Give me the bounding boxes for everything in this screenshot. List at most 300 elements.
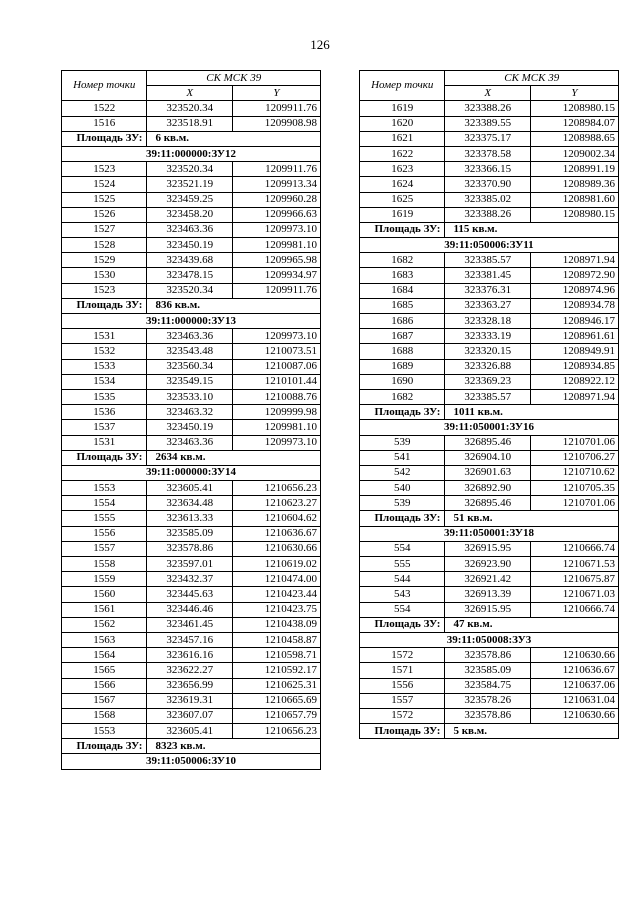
coord-y: 1208991.19	[530, 162, 618, 177]
table-row	[360, 572, 619, 587]
point-number: 1625	[360, 192, 445, 207]
coord-x: 323634.48	[147, 496, 232, 511]
table-row	[62, 101, 321, 116]
area-label: Площадь ЗУ:	[360, 222, 445, 237]
coord-x: 326923.90	[445, 557, 530, 572]
coord-y: 1208980.15	[530, 207, 618, 222]
coord-y: 1210656.23	[232, 481, 320, 496]
table-row	[360, 693, 619, 708]
empty-cell	[530, 617, 618, 632]
area-label: Площадь ЗУ:	[360, 511, 445, 526]
coord-y: 1208922.12	[530, 374, 618, 389]
coord-x: 326892.90	[445, 481, 530, 496]
empty-cell	[530, 511, 618, 526]
coord-x: 323619.31	[147, 693, 232, 708]
point-number: 1686	[360, 314, 445, 329]
coord-y: 1210701.06	[530, 496, 618, 511]
coord-x: 323549.15	[147, 374, 232, 389]
table-row	[360, 131, 619, 146]
header-point-number: Номер точки	[360, 71, 445, 101]
table-row	[62, 541, 321, 556]
point-number: 1531	[62, 329, 147, 344]
point-number: 539	[360, 496, 445, 511]
point-number: 1533	[62, 359, 147, 374]
table-row	[360, 101, 619, 116]
point-number: 1620	[360, 116, 445, 131]
coord-x: 326901.63	[445, 465, 530, 480]
table-row	[62, 724, 321, 739]
coord-y: 1210598.71	[232, 648, 320, 663]
area-row	[360, 222, 619, 237]
coord-x: 323656.99	[147, 678, 232, 693]
coord-x: 323376.31	[445, 283, 530, 298]
coord-y: 1210666.74	[530, 602, 618, 617]
area-row	[62, 131, 321, 146]
coord-y: 1209965.98	[232, 253, 320, 268]
coord-x: 323463.36	[147, 222, 232, 237]
area-row	[360, 405, 619, 420]
coord-x: 323585.09	[445, 663, 530, 678]
coord-x: 323375.17	[445, 131, 530, 146]
coord-y: 1209973.10	[232, 222, 320, 237]
table-row	[360, 541, 619, 556]
coord-x: 323385.57	[445, 253, 530, 268]
empty-cell	[530, 222, 618, 237]
table-row	[360, 389, 619, 404]
area-label: Площадь ЗУ:	[62, 298, 147, 313]
table-row	[62, 708, 321, 723]
table-row	[62, 192, 321, 207]
coord-x: 323320.15	[445, 344, 530, 359]
coord-y: 1210706.27	[530, 450, 618, 465]
section-row	[62, 754, 321, 769]
table-row	[360, 678, 619, 693]
point-number: 1558	[62, 557, 147, 572]
coord-y: 1210657.79	[232, 708, 320, 723]
point-number: 1537	[62, 420, 147, 435]
coord-y: 1210458.87	[232, 632, 320, 647]
area-label: Площадь ЗУ:	[360, 724, 445, 739]
coord-x: 323461.45	[147, 617, 232, 632]
coord-x: 323363.27	[445, 298, 530, 313]
area-row	[62, 739, 321, 754]
area-value: 47 кв.м.	[445, 617, 530, 632]
area-label: Площадь ЗУ:	[62, 450, 147, 465]
table-row	[360, 450, 619, 465]
table-row	[62, 648, 321, 663]
point-number: 1684	[360, 283, 445, 298]
coord-y: 1209913.34	[232, 177, 320, 192]
table-row	[360, 708, 619, 723]
coord-y: 1210423.44	[232, 587, 320, 602]
point-number: 1688	[360, 344, 445, 359]
coord-x: 323605.41	[147, 724, 232, 739]
table-row	[62, 329, 321, 344]
parcel-id: 39:11:000000:ЗУ13	[62, 314, 321, 329]
coord-y: 1209999.98	[232, 405, 320, 420]
table-row	[62, 481, 321, 496]
area-label: Площадь ЗУ:	[360, 617, 445, 632]
coord-x: 323616.16	[147, 648, 232, 663]
coord-x: 323463.32	[147, 405, 232, 420]
point-number: 1554	[62, 496, 147, 511]
coord-y: 1208934.78	[530, 298, 618, 313]
point-number: 1683	[360, 268, 445, 283]
point-number: 1567	[62, 693, 147, 708]
parcel-id: 39:11:050001:ЗУ18	[360, 526, 619, 541]
table-row	[360, 116, 619, 131]
section-row	[62, 314, 321, 329]
coord-x: 323445.63	[147, 587, 232, 602]
coord-x: 323366.15	[445, 162, 530, 177]
coord-x: 323520.34	[147, 283, 232, 298]
point-number: 1557	[360, 693, 445, 708]
area-label: Площадь ЗУ:	[62, 131, 147, 146]
point-number: 1572	[360, 708, 445, 723]
coord-x: 323389.55	[445, 116, 530, 131]
coord-x: 326915.95	[445, 602, 530, 617]
area-value: 836 кв.м.	[147, 298, 232, 313]
point-number: 1553	[62, 481, 147, 496]
point-number: 1562	[62, 617, 147, 632]
table-row	[360, 329, 619, 344]
point-number: 1526	[62, 207, 147, 222]
table-row	[62, 663, 321, 678]
point-number: 1624	[360, 177, 445, 192]
area-value: 2634 кв.м.	[147, 450, 232, 465]
area-row	[360, 617, 619, 632]
point-number: 1563	[62, 632, 147, 647]
coord-y: 1210438.09	[232, 617, 320, 632]
table-row	[62, 253, 321, 268]
header-x: X	[445, 86, 530, 101]
table-row	[62, 207, 321, 222]
table-row	[62, 344, 321, 359]
coord-y: 1210671.03	[530, 587, 618, 602]
point-number: 543	[360, 587, 445, 602]
empty-cell	[232, 739, 320, 754]
coord-y: 1210631.04	[530, 693, 618, 708]
coord-y: 1210088.76	[232, 389, 320, 404]
table-row	[62, 678, 321, 693]
coord-y: 1208946.17	[530, 314, 618, 329]
area-row	[360, 724, 619, 739]
coord-y: 1209908.98	[232, 116, 320, 131]
coord-y: 1210474.00	[232, 572, 320, 587]
table-row	[62, 162, 321, 177]
coord-y: 1209911.76	[232, 283, 320, 298]
table-row	[360, 192, 619, 207]
coord-y: 1210101.44	[232, 374, 320, 389]
coord-x: 323578.26	[445, 693, 530, 708]
coord-x: 323463.36	[147, 329, 232, 344]
table-row	[360, 587, 619, 602]
table-row	[62, 268, 321, 283]
coord-x: 323459.25	[147, 192, 232, 207]
table-row	[360, 648, 619, 663]
section-row	[360, 420, 619, 435]
coord-y: 1210604.62	[232, 511, 320, 526]
empty-cell	[530, 405, 618, 420]
area-row	[360, 511, 619, 526]
coord-y: 1210073.51	[232, 344, 320, 359]
coord-x: 323439.68	[147, 253, 232, 268]
table-row	[62, 617, 321, 632]
area-value: 6 кв.м.	[147, 131, 232, 146]
coord-y: 1208989.36	[530, 177, 618, 192]
section-row	[62, 146, 321, 161]
coord-x: 323578.86	[445, 708, 530, 723]
table-row	[62, 693, 321, 708]
table-row	[360, 207, 619, 222]
empty-cell	[232, 298, 320, 313]
section-row	[62, 465, 321, 480]
header-point-number: Номер точки	[62, 71, 147, 101]
point-number: 1529	[62, 253, 147, 268]
area-value: 5 кв.м.	[445, 724, 530, 739]
coord-x: 323370.90	[445, 177, 530, 192]
parcel-id: 39:11:050008:ЗУ3	[360, 632, 619, 647]
table-row	[360, 344, 619, 359]
table-row	[360, 298, 619, 313]
table-row	[360, 465, 619, 480]
coord-y: 1210656.23	[232, 724, 320, 739]
point-number: 1532	[62, 344, 147, 359]
area-label: Площадь ЗУ:	[360, 405, 445, 420]
coord-x: 323520.34	[147, 101, 232, 116]
point-number: 1536	[62, 405, 147, 420]
coord-x: 323385.02	[445, 192, 530, 207]
coord-x: 323597.01	[147, 557, 232, 572]
coord-x: 323432.37	[147, 572, 232, 587]
point-number: 1689	[360, 359, 445, 374]
point-number: 544	[360, 572, 445, 587]
coord-x: 323326.88	[445, 359, 530, 374]
area-value: 1011 кв.м.	[445, 405, 530, 420]
point-number: 1523	[62, 283, 147, 298]
point-number: 1525	[62, 192, 147, 207]
coord-x: 323518.91	[147, 116, 232, 131]
coord-y: 1210710.62	[530, 465, 618, 480]
table-row	[360, 283, 619, 298]
coord-x: 323585.09	[147, 526, 232, 541]
point-number: 540	[360, 481, 445, 496]
coord-x: 326904.10	[445, 450, 530, 465]
table-row	[360, 268, 619, 283]
coord-x: 323450.19	[147, 238, 232, 253]
table-row	[360, 663, 619, 678]
point-number: 1535	[62, 389, 147, 404]
coord-y: 1210675.87	[530, 572, 618, 587]
point-number: 1682	[360, 253, 445, 268]
coord-x: 323458.20	[147, 207, 232, 222]
table-row	[360, 146, 619, 161]
coord-y: 1208984.07	[530, 116, 618, 131]
point-number: 1564	[62, 648, 147, 663]
point-number: 1534	[62, 374, 147, 389]
point-number: 1516	[62, 116, 147, 131]
area-value: 8323 кв.м.	[147, 739, 232, 754]
point-number: 554	[360, 602, 445, 617]
table-row	[62, 116, 321, 131]
header-coordinate-system: СК МСК 39	[147, 71, 321, 86]
coord-y: 1208934.85	[530, 359, 618, 374]
table-row	[360, 162, 619, 177]
coord-x: 326895.46	[445, 435, 530, 450]
empty-cell	[530, 724, 618, 739]
coord-y: 1209981.10	[232, 420, 320, 435]
point-number: 1565	[62, 663, 147, 678]
point-number: 1560	[62, 587, 147, 602]
coord-y: 1210636.67	[530, 663, 618, 678]
table-row	[62, 526, 321, 541]
point-number: 1572	[360, 648, 445, 663]
page-number: 126	[310, 37, 330, 52]
table-row	[360, 557, 619, 572]
coord-x: 323605.41	[147, 481, 232, 496]
coord-y: 1208961.61	[530, 329, 618, 344]
coord-y: 1209973.10	[232, 435, 320, 450]
coord-x: 323450.19	[147, 420, 232, 435]
point-number: 541	[360, 450, 445, 465]
point-number: 539	[360, 435, 445, 450]
coord-x: 323388.26	[445, 101, 530, 116]
point-number: 1623	[360, 162, 445, 177]
coord-x: 323478.15	[147, 268, 232, 283]
point-number: 1682	[360, 389, 445, 404]
coord-x: 326895.46	[445, 496, 530, 511]
coord-y: 1210619.02	[232, 557, 320, 572]
coord-x: 323578.86	[147, 541, 232, 556]
table-row	[360, 435, 619, 450]
coord-y: 1210630.66	[530, 648, 618, 663]
coord-x: 323463.36	[147, 435, 232, 450]
table-row	[360, 602, 619, 617]
coord-y: 1210666.74	[530, 541, 618, 556]
parcel-id: 39:11:000000:ЗУ12	[62, 146, 321, 161]
coord-y: 1210623.27	[232, 496, 320, 511]
point-number: 1687	[360, 329, 445, 344]
point-number: 1690	[360, 374, 445, 389]
point-number: 1568	[62, 708, 147, 723]
coord-y: 1208974.96	[530, 283, 618, 298]
table-row	[360, 177, 619, 192]
point-number: 1522	[62, 101, 147, 116]
coord-y: 1208949.91	[530, 344, 618, 359]
coord-y: 1208988.65	[530, 131, 618, 146]
coord-y: 1210630.66	[232, 541, 320, 556]
coord-y: 1210087.06	[232, 359, 320, 374]
coord-x: 326915.95	[445, 541, 530, 556]
coord-x: 323560.34	[147, 359, 232, 374]
coordinates-table-right	[359, 70, 619, 739]
coord-y: 1209934.97	[232, 268, 320, 283]
table-row	[62, 435, 321, 450]
area-label: Площадь ЗУ:	[62, 739, 147, 754]
header-coordinate-system: СК МСК 39	[445, 71, 619, 86]
point-number: 1556	[360, 678, 445, 693]
coord-y: 1208972.90	[530, 268, 618, 283]
parcel-id: 39:11:050006:ЗУ10	[62, 754, 321, 769]
coord-y: 1209973.10	[232, 329, 320, 344]
coord-x: 323457.16	[147, 632, 232, 647]
point-number: 1619	[360, 101, 445, 116]
table-row	[62, 557, 321, 572]
coord-x: 323385.57	[445, 389, 530, 404]
coord-x: 323533.10	[147, 389, 232, 404]
coord-x: 326921.42	[445, 572, 530, 587]
point-number: 1571	[360, 663, 445, 678]
point-number: 542	[360, 465, 445, 480]
coord-y: 1210705.35	[530, 481, 618, 496]
point-number: 554	[360, 541, 445, 556]
table-row	[62, 374, 321, 389]
coord-x: 326913.39	[445, 587, 530, 602]
coord-y: 1209966.63	[232, 207, 320, 222]
table-row	[62, 238, 321, 253]
area-row	[62, 298, 321, 313]
table-row	[62, 420, 321, 435]
coord-x: 323446.46	[147, 602, 232, 617]
point-number: 1531	[62, 435, 147, 450]
table-row	[62, 359, 321, 374]
point-number: 1621	[360, 131, 445, 146]
table-row	[62, 222, 321, 237]
coord-x: 323543.48	[147, 344, 232, 359]
coord-y: 1210630.66	[530, 708, 618, 723]
point-number: 1622	[360, 146, 445, 161]
header-y: Y	[530, 86, 618, 101]
table-row	[62, 632, 321, 647]
table-row	[360, 374, 619, 389]
point-number: 1556	[62, 526, 147, 541]
point-number: 1524	[62, 177, 147, 192]
coord-x: 323622.27	[147, 663, 232, 678]
table-row	[360, 359, 619, 374]
table-row	[62, 572, 321, 587]
point-number: 1523	[62, 162, 147, 177]
empty-cell	[232, 450, 320, 465]
coordinates-table-left	[61, 70, 321, 770]
area-value: 51 кв.м.	[445, 511, 530, 526]
area-row	[62, 450, 321, 465]
coord-y: 1208971.94	[530, 389, 618, 404]
header-y: Y	[232, 86, 320, 101]
coord-y: 1208980.15	[530, 101, 618, 116]
table-row	[62, 405, 321, 420]
coord-x: 323613.33	[147, 511, 232, 526]
coord-x: 323584.75	[445, 678, 530, 693]
area-value: 115 кв.м.	[445, 222, 530, 237]
coord-y: 1210592.17	[232, 663, 320, 678]
table-row	[62, 389, 321, 404]
coord-y: 1210671.53	[530, 557, 618, 572]
point-number: 1527	[62, 222, 147, 237]
coord-y: 1208981.60	[530, 192, 618, 207]
point-number: 1553	[62, 724, 147, 739]
point-number: 1619	[360, 207, 445, 222]
coord-x: 323378.58	[445, 146, 530, 161]
coord-y: 1210423.75	[232, 602, 320, 617]
header-x: X	[147, 86, 232, 101]
parcel-id: 39:11:000000:ЗУ14	[62, 465, 321, 480]
table-row	[62, 496, 321, 511]
section-row	[360, 238, 619, 253]
coord-y: 1210625.31	[232, 678, 320, 693]
point-number: 1566	[62, 678, 147, 693]
parcel-id: 39:11:050006:ЗУ11	[360, 238, 619, 253]
table-row	[62, 511, 321, 526]
